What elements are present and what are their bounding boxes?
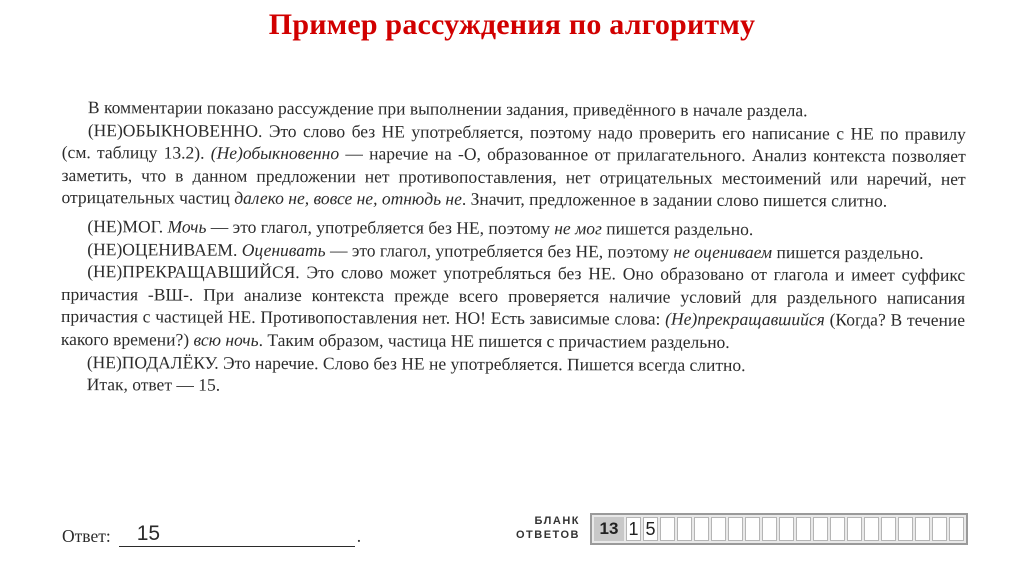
answer-row [62, 522, 362, 547]
text-run: В комментарии показано рассуждение при выполнении задания, приведённого в начале раздела. [87, 97, 808, 121]
answer-sheet-caption-line2: ОТВЕТОВ [515, 529, 580, 541]
answer-cell-empty [728, 517, 743, 541]
answer-sheet-caption-line1: БЛАНК [534, 515, 580, 527]
text-run: . Таким образом, частица НЕ пишется с причастием раздельно. [258, 329, 730, 352]
text-run: Итак, ответ — 15. [86, 374, 221, 395]
paragraph [61, 260, 965, 354]
answer-cell-empty [660, 517, 675, 541]
answer-dot: . [356, 526, 362, 546]
answer-cell: 5 [643, 517, 658, 541]
text-run: (Когда? В течение какого времени?) [60, 309, 966, 350]
slide-title: Пример рассуждения по алгоритму [268, 8, 756, 41]
paragraph [62, 119, 966, 213]
italic-example: не мог [554, 218, 602, 239]
answer-cell-empty [677, 517, 692, 541]
text-run: (НЕ)ПОДАЛЁКУ. Это наречие. Слово без НЕ не употребляется. Пишется всегда слитно. [86, 351, 746, 375]
answer-cell-empty [915, 517, 930, 541]
answer-value: 15 [136, 522, 161, 545]
text-run: — это глагол, употребляется без НЕ, поэтому [206, 216, 555, 239]
text-run: — это глагол, употребляется без НЕ, поэтому [325, 239, 674, 262]
answer-cell-empty [779, 517, 794, 541]
answer-cell-empty [881, 517, 896, 541]
text-run: пишется раздельно. [772, 241, 924, 263]
task-number-box: 13 [594, 517, 624, 541]
answer-cell-empty [711, 517, 726, 541]
italic-example: не оцениваем [673, 241, 773, 262]
answer-cell-empty [694, 517, 709, 541]
answer-cell-empty [762, 517, 777, 541]
text-run: . Значит, предложенное в задании слово пишется слитно. [461, 189, 888, 211]
paragraph [62, 96, 966, 123]
text-run: пишется раздельно. [601, 218, 754, 239]
paragraph [61, 215, 965, 242]
answer-cell-empty [898, 517, 913, 541]
answer-label: Ответ: [62, 526, 111, 546]
italic-example: (Не)обыкновенно [210, 142, 340, 164]
italic-example: (Не)прекращавшийся [665, 308, 825, 330]
answer-cell-empty [813, 517, 828, 541]
answer-cell-empty [847, 517, 862, 541]
text-run: (НЕ)ОБЫКНОВЕННО. Это слово без НЕ употребляется, поэтому надо проверить его написание с НЕ по правилу (см. таблицу 13.2). [61, 119, 966, 163]
answer-cell-empty [932, 517, 947, 541]
commentary-text [61, 96, 966, 400]
text-run: (НЕ)МОГ. [87, 216, 168, 237]
italic-example: Мочь [167, 216, 207, 237]
answer-line [119, 522, 355, 547]
answer-cell-empty [864, 517, 879, 541]
text-run: — наречие на -О, образованное от прилагательного. Анализ контекста позволяет заметить, что в данном предложении нет противопоставления, нет отрицательных местоимений или наречий, нет отрицательных частиц [61, 143, 966, 209]
paragraph [61, 373, 965, 400]
answer-cell-empty [745, 517, 760, 541]
answer-cell-empty [830, 517, 845, 541]
answer-cell: 1 [626, 517, 641, 541]
italic-example: всю ночь [193, 329, 259, 350]
text-run: (НЕ)ПРЕКРАЩАВШИЙСЯ. Это слово может употребляться без НЕ. Оно образовано от глагола и имеет суффикс причастия -ВШ-. При анализе контекста прежде всего проверяется наличие условий для раздельного написания причастия с частицей НЕ. Противопоставления нет. НО! Есть зависимые слова: [60, 261, 966, 329]
italic-example: далеко не, вовсе не, отнюдь не [234, 188, 462, 210]
answer-cell-empty [949, 517, 964, 541]
answer-sheet-caption [508, 514, 580, 542]
answer-cell-empty [796, 517, 811, 541]
italic-example: Оценивать [241, 239, 326, 260]
text-run: (НЕ)ОЦЕНИВАЕМ. [87, 238, 242, 260]
answer-sheet-grid [590, 513, 968, 545]
